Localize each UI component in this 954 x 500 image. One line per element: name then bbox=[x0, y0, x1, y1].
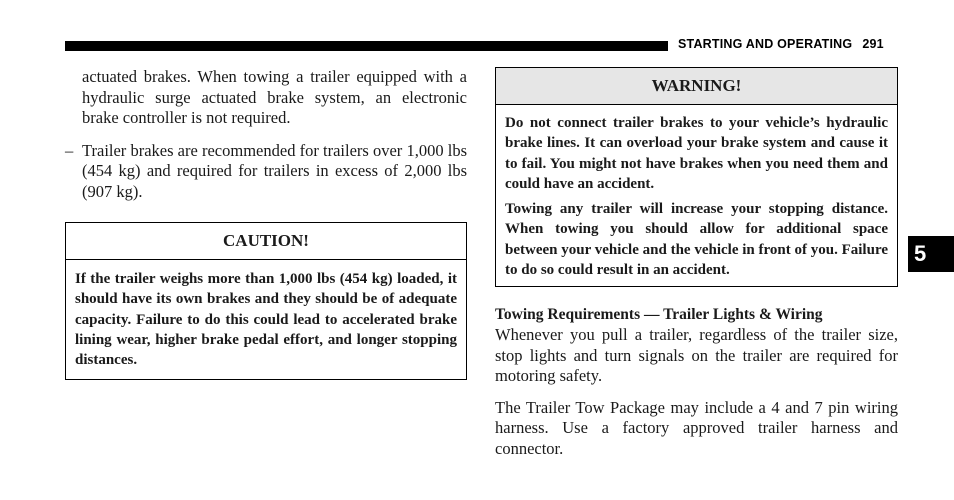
warning-paragraph-2: Towing any trailer will increase your stopping distance. When towing you should allow for additional space between your vehicle and the vehicle in front of you. Failure to do so could result in an accident. bbox=[505, 201, 888, 279]
warning-body bbox=[496, 105, 897, 288]
caution-box bbox=[65, 222, 467, 380]
caution-body bbox=[66, 260, 466, 378]
page-number: 291 bbox=[862, 37, 884, 51]
caution-title: CAUTION! bbox=[66, 223, 466, 260]
right-column bbox=[495, 67, 898, 459]
header-rule bbox=[65, 41, 668, 51]
section-subheading: Towing Requirements — Trailer Lights & Wiring bbox=[495, 306, 823, 323]
warning-box bbox=[495, 67, 898, 287]
caution-text: If the trailer weighs more than 1,000 lbs (454 kg) loaded, it should have its own brakes and they should be of adequate capacity. Failure to do this could lead to accelerated brake lining wear, higher brake pedal effort, and longer stopping distances. bbox=[75, 271, 457, 369]
chapter-tab: 5 bbox=[908, 236, 954, 272]
lights-paragraph: Whenever you pull a trailer, regardless of the trailer size, stop lights and turn signals on the trailer are required for motoring safety. bbox=[495, 325, 898, 385]
warning-title: WARNING! bbox=[496, 68, 897, 105]
harness-paragraph: The Trailer Tow Package may include a 4 and 7 pin wiring harness. Use a factory approved trailer harness and connector. bbox=[495, 397, 898, 458]
warning-paragraph-1: Do not connect trailer brakes to your vehicle’s hydraulic brake lines. It can overload your brake system and cause it to fail. You might not have brakes when you need them and could have an accident. bbox=[505, 115, 888, 192]
left-column bbox=[65, 67, 467, 369]
continued-paragraph: actuated brakes. When towing a trailer equipped with a hydraulic surge actuated brake system, an electronic brake controller is not required. bbox=[82, 67, 467, 127]
bullet-item bbox=[65, 141, 467, 203]
running-header bbox=[678, 37, 884, 51]
bullet-dash: – bbox=[65, 140, 74, 160]
section-title: STARTING AND OPERATING bbox=[678, 37, 853, 51]
bullet-text: Trailer brakes are recommended for trailers over 1,000 lbs (454 kg) and required for trailers in excess of 2,000 lbs (907 kg). bbox=[82, 140, 467, 201]
